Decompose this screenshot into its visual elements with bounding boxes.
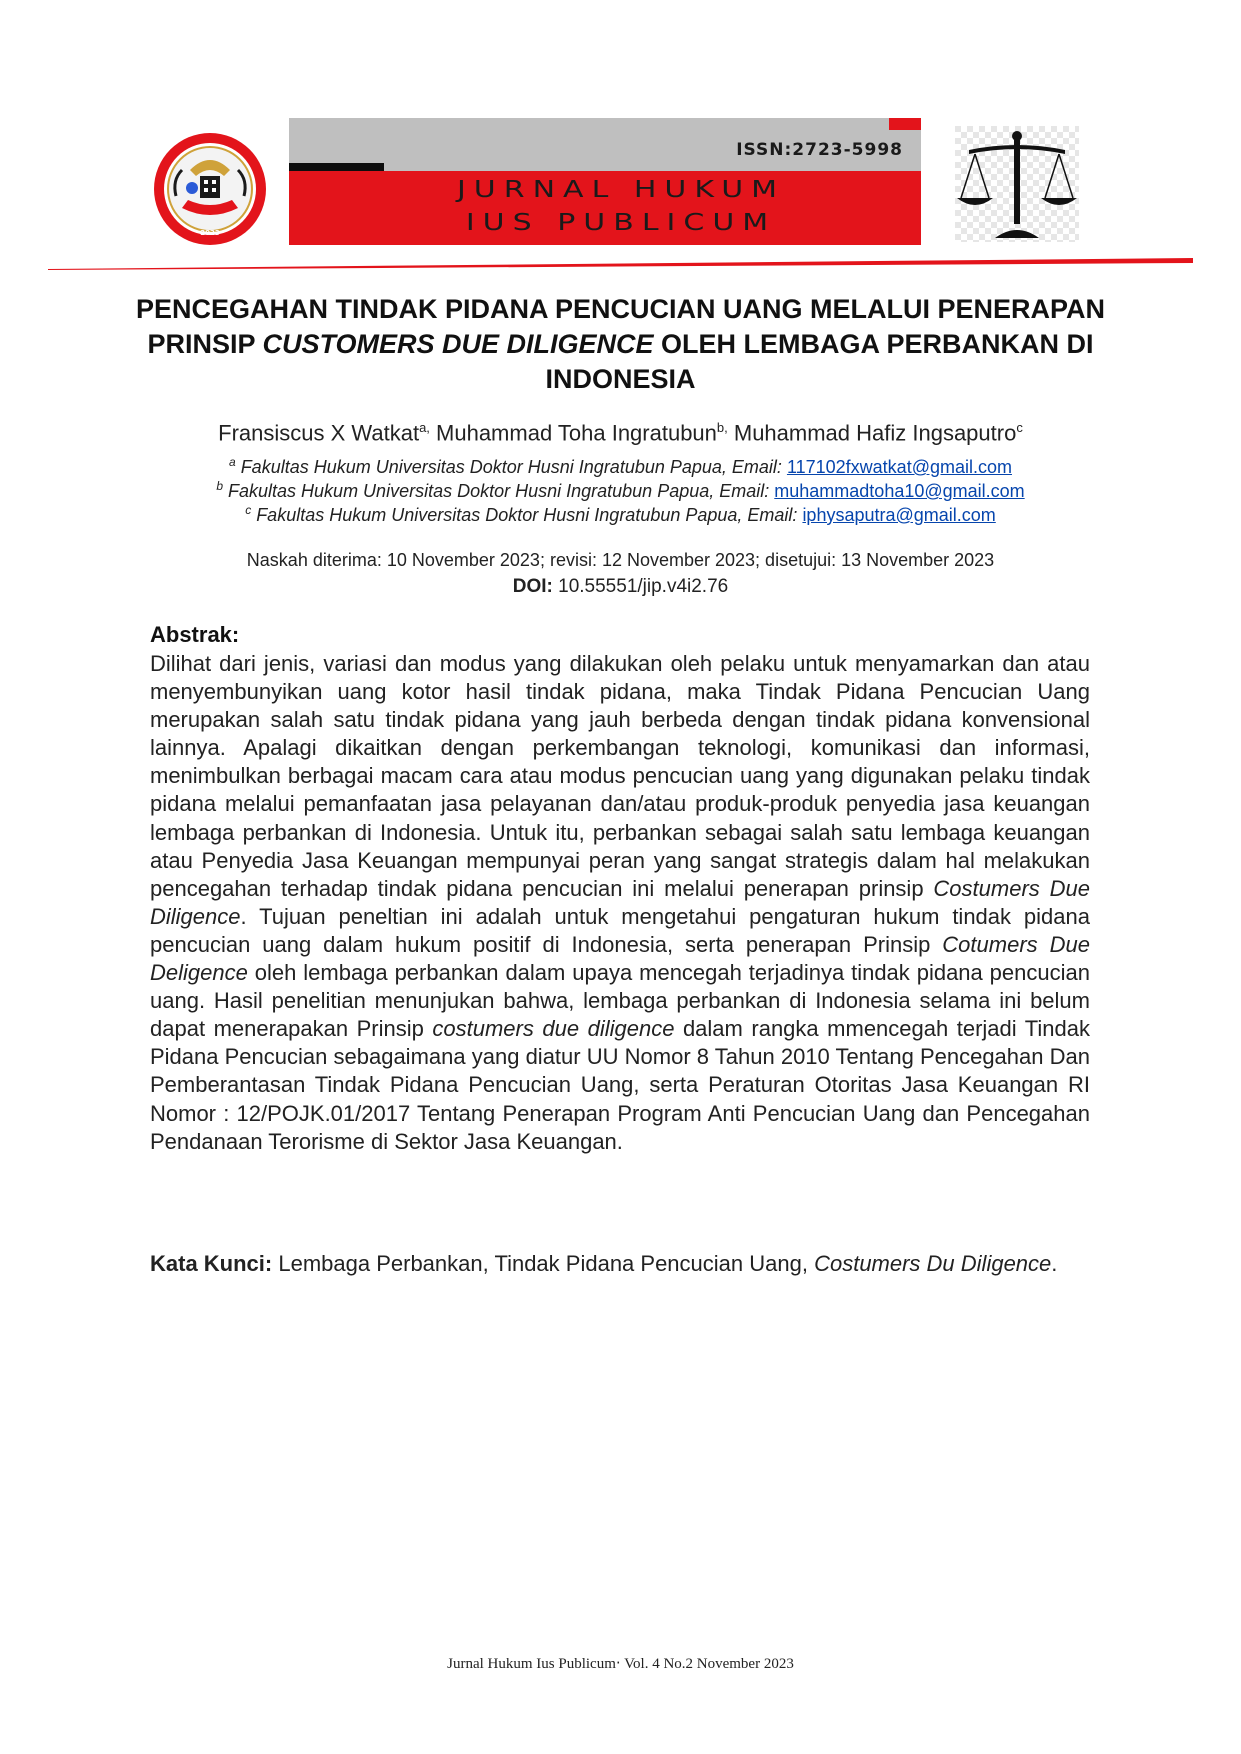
- author-sup: a,: [419, 420, 430, 435]
- keywords-end: .: [1051, 1251, 1058, 1276]
- doi-value[interactable]: 10.55551/jip.v4i2.76: [552, 576, 729, 597]
- logo-year: 2023: [200, 229, 220, 237]
- affiliation-a: [80, 455, 1161, 478]
- abstract-text: dalam rangka mmencegah terjadi Tindak Pidana Pencucian sebagaimana yang diatur UU Nomor 8 Tahun 2010 Tentang Pencegahan Dan Pemberantasan Tindak Pidana Pencucian Uang, serta Peraturan Otoritas Jasa Keuangan RI Nomor : 12/POJK.01/2017 Tentang Penerapan Program Anti Pencucian Uang dan Pencegahan Pendanaan Terorisme di Sektor Jasa Keuangan.: [150, 1016, 1090, 1154]
- abstract-text: oleh lembaga perbankan dalam upaya mencegah terjadinya tindak pidana pencucian uang. Hasil penelitian menunjukan bahwa, lembaga perbankan di Indonesia selama ini belum dapat menerapakan Prinsip: [150, 960, 1090, 1042]
- doi-label: DOI:: [512, 576, 553, 597]
- keywords-italic: Costumers Du Diligence: [814, 1251, 1052, 1276]
- doi-line: [80, 576, 1161, 598]
- email-link[interactable]: muhammadtoha10@gmail.com: [774, 481, 1025, 501]
- affiliation-sup: a: [229, 455, 236, 469]
- article-title: [80, 292, 1161, 397]
- email-link[interactable]: 117102fxwatkat@gmail.com: [786, 457, 1012, 477]
- abstract-italic: Costumers Due Diligence: [150, 875, 1090, 929]
- submission-dates: Naskah diterima: 10 November 2023; revisi: 12 November 2023; disetujui: 13 November 2023: [246, 550, 995, 570]
- affiliation-sup: c: [245, 503, 252, 517]
- email-link[interactable]: iphysaputra@gmail.com: [802, 505, 996, 525]
- author-sup: b,: [716, 420, 728, 435]
- abstract-body: [150, 650, 1090, 1156]
- affiliation-text: Fakultas Hukum Universitas Doktor Husni Ingratubun Papua, Email:: [223, 481, 775, 501]
- author-sup: c: [1016, 420, 1023, 435]
- title-part1: PENCEGAHAN TINDAK PIDANA PENCUCIAN UANG MELALUI PENERAPAN PRINSIP: [135, 294, 1106, 359]
- affiliation-sup: b: [216, 479, 224, 493]
- abstract-text: Dilihat dari jenis, variasi dan modus yang dilakukan oleh pelaku untuk menyamarkan dan atau menyembunyikan uang kotor hasil tindak pidana, maka Tindak Pidana Pencucian Uang merupakan salah satu tindak pidana yang jauh berbeda dengan tindak pidana konvensional lainnya. Apalagi dikaitkan dengan perkembangan teknologi, komunikasi dan informasi, menimbulkan berbagai macam cara atau modus pencucian uang yang digunakan pelaku tindak pidana melalui pemanfaatan jasa pelayanan dan/atau produk-produk penyedia jasa keuangan lembaga perbankan di Indonesia. Untuk itu, perbankan sebagai salah satu lembaga keuangan atau Penyedia Jasa Keuangan mempunyai peran yang sangat strategis dalam hal melakukan pencegahan terhadap tindak pidana pencucian ini melalui penerapan prinsip: [150, 651, 1090, 901]
- author-name: Fransiscus X Watkat: [218, 420, 420, 446]
- university-logo: [152, 130, 268, 248]
- scales-image: [955, 126, 1079, 242]
- abstract-text: . Tujuan peneltian ini adalah untuk mengetahui pengaturan hukum tindak pidana pencucian uang dalam hukum positif di Indonesia, serta penerapan Prinsip: [150, 903, 1090, 957]
- header-red-rule: [48, 258, 1193, 270]
- keywords-label: Kata Kunci:: [150, 1251, 273, 1276]
- banner-red-corner: [889, 118, 921, 130]
- banner-black-bar: [289, 163, 384, 171]
- author-name: Muhammad Toha Ingratubun: [429, 420, 717, 446]
- scales-of-justice-icon: [955, 126, 1079, 242]
- university-seal-icon: [152, 130, 268, 248]
- keywords-text: Lembaga Perbankan, Tindak Pidana Pencucian Uang,: [272, 1251, 815, 1276]
- journal-name-line1: JURNAL HUKUM: [456, 176, 786, 204]
- abstract-heading: Abstrak:: [150, 622, 240, 647]
- affiliation-c: [80, 503, 1161, 526]
- abstract-italic: costumers due diligence: [432, 1016, 675, 1042]
- author-name: Muhammad Hafiz Ingsaputro: [727, 420, 1017, 446]
- author-list: [80, 420, 1161, 446]
- title-part2: OLEH LEMBAGA PERBANKAN DI INDONESIA: [545, 329, 1094, 394]
- issn-label: ISSN:2723-5998: [736, 140, 903, 160]
- abstract-italic: Cotumers Due Deligence: [150, 931, 1090, 986]
- journal-banner: [289, 118, 921, 245]
- keywords: [150, 1250, 1090, 1278]
- page-footer: Jurnal Hukum Ius Publicum‧ Vol. 4 No.2 November 2023: [447, 1656, 794, 1672]
- affiliation-text: Fakultas Hukum Universitas Doktor Husni Ingratubun Papua, Email:: [235, 457, 787, 477]
- title-italic: CUSTOMERS DUE DILIGENCE: [262, 329, 654, 359]
- journal-name-line2: IUS PUBLICUM: [465, 209, 777, 237]
- affiliation-b: [80, 479, 1161, 502]
- affiliation-text: Fakultas Hukum Universitas Doktor Husni Ingratubun Papua, Email:: [251, 505, 803, 525]
